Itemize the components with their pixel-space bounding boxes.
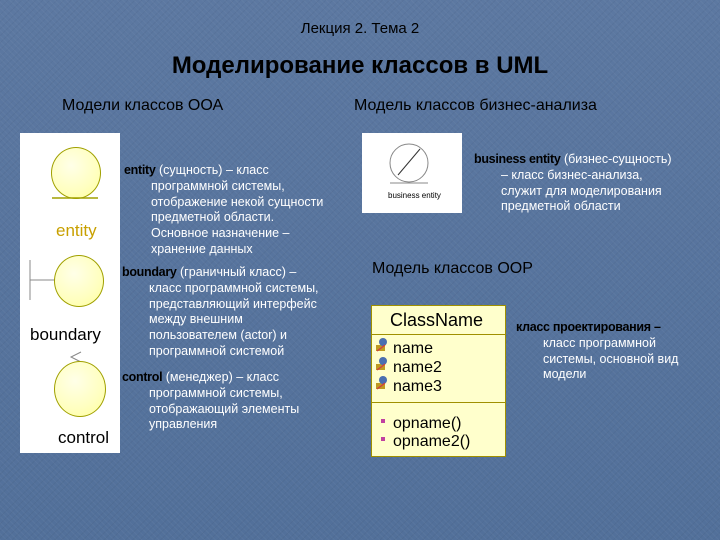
boundary-line: между внешним [149, 312, 243, 327]
uml-operation: opname2() [375, 430, 470, 451]
entity-term: entity [124, 163, 156, 177]
business-entity-panel [362, 133, 462, 213]
entity-line: программной системы, [151, 178, 285, 193]
uml-attribute: name3 [375, 375, 442, 396]
uml-class-box [371, 305, 506, 457]
uml-attribute: name [375, 337, 433, 358]
boundary-icon-label: boundary [30, 325, 101, 344]
boundary-line: пользователем (actor) и [149, 328, 287, 343]
design-class-description [516, 320, 716, 383]
operation-icon [375, 430, 393, 451]
design-class-line: системы, основной вид [543, 351, 679, 366]
ooa-icons-panel [20, 133, 120, 453]
boundary-line: класс программной системы, [149, 280, 319, 295]
business-heading: Модель классов бизнес-анализа [354, 97, 597, 114]
entity-description [124, 163, 356, 258]
control-term: control [122, 370, 163, 384]
design-class-line: модели [543, 367, 587, 382]
boundary-description [122, 265, 354, 360]
entity-line: хранение данных [151, 241, 253, 256]
slide-title: Моделирование классов в UML [171, 52, 549, 79]
uml-operation: opname() [375, 412, 461, 433]
design-class-line: класс программной [543, 335, 656, 350]
business-entity-description [474, 152, 714, 215]
entity-first-line: (сущность) – класс [155, 163, 269, 177]
boundary-first-line: (граничный класс) – [176, 265, 297, 279]
business-entity-first-line: (бизнес-сущность) [560, 152, 672, 166]
control-line: отображающий элементы [149, 401, 300, 416]
business-entity-line: служит для моделирования [501, 183, 662, 198]
boundary-term: boundary [122, 265, 177, 279]
attribute-icon [375, 356, 393, 377]
ooa-heading: Модели классов ООА [62, 97, 224, 114]
lecture-label: Лекция 2. Тема 2 [300, 20, 420, 37]
entity-line: отображение некой сущности [151, 194, 324, 209]
entity-line: предметной области. [151, 210, 275, 225]
uml-class-name: ClassName [390, 310, 484, 330]
design-class-term: класс проектирования – [516, 320, 661, 334]
control-description [122, 370, 354, 433]
oop-heading: Модель классов ООР [372, 260, 533, 277]
control-icon-label: control [58, 428, 110, 447]
boundary-line: представляющий интерфейс [149, 296, 317, 311]
uml-divider [372, 334, 505, 335]
boundary-line: программной системой [149, 343, 285, 358]
uml-attribute: name2 [375, 356, 442, 377]
entity-icon-label: entity [56, 221, 97, 240]
attribute-icon [375, 337, 393, 358]
attribute-icon [375, 375, 393, 396]
control-line: программной системы, [149, 385, 283, 400]
entity-line: Основное назначение – [151, 226, 290, 241]
business-entity-term: business entity [474, 152, 561, 166]
business-entity-icon [362, 133, 462, 213]
control-line: управления [149, 417, 218, 432]
control-first-line: (менеджер) – класс [162, 370, 280, 384]
business-entity-icon-label: business entity [388, 191, 441, 200]
business-entity-line: предметной области [501, 199, 621, 214]
business-entity-line: – класс бизнес-анализа, [501, 167, 643, 182]
uml-divider [372, 402, 505, 403]
